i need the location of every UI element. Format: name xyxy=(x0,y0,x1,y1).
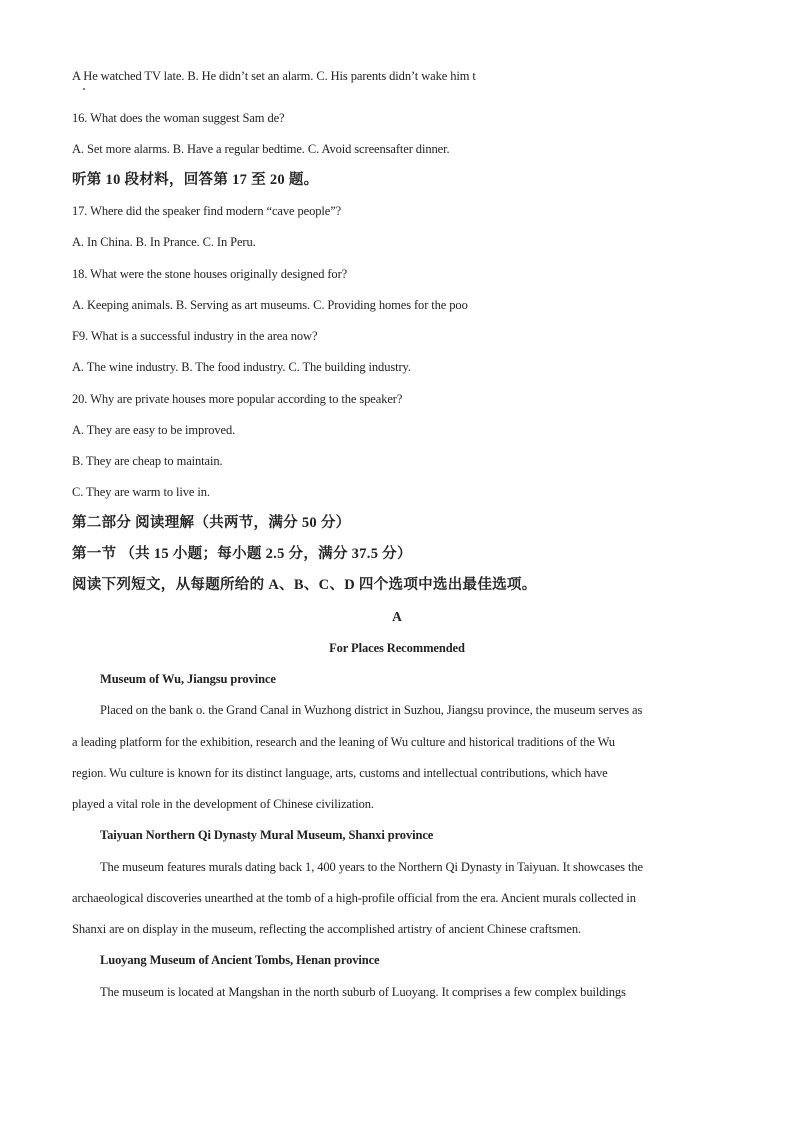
q17-question: 17. Where did the speaker find modern “cave people”? xyxy=(72,204,342,218)
q15-options: A He watched TV late. B. He didn’t set an alarm. C. His parents didn’t wake him t xyxy=(72,69,476,83)
passage-letter: A xyxy=(392,609,402,624)
passage-title: For Places Recommended xyxy=(329,641,465,655)
reading-section-header: 第一节 （共 15 小题；每小题 2.5 分，满分 37.5 分） xyxy=(72,546,412,562)
paragraph-line: archaeological discoveries unearthed at the tomb of a high-profile official from the era. Ancient murals collected in xyxy=(72,891,636,905)
section10-header: 听第 10 段材料，回答第 17 至 20 题。 xyxy=(72,172,319,188)
paragraph-line: The museum features murals dating back 1, 400 years to the Northern Qi Dynasty in Taiyuan. It showcases the xyxy=(100,860,643,874)
stray-mark xyxy=(83,88,85,90)
reading-instruction: 阅读下列短文，从每题所给的 A、B、C、D 四个选项中选出最佳选项。 xyxy=(72,577,537,593)
q16-question: 16. What does the woman suggest Sam de? xyxy=(72,111,285,125)
q18-options: A. Keeping animals. B. Serving as art museums. C. Providing homes for the poo xyxy=(72,298,468,312)
paragraph-line: Shanxi are on display in the museum, reflecting the accomplished artistry of ancient Chinese craftsmen. xyxy=(72,922,581,936)
paragraph-line: a leading platform for the exhibition, research and the leaning of Wu culture and historical traditions of the Wu xyxy=(72,735,615,749)
museum-heading-taiyuan: Taiyuan Northern Qi Dynasty Mural Museum, Shanxi province xyxy=(100,828,434,842)
q18-question: 18. What were the stone houses originally designed for? xyxy=(72,267,348,281)
q17-options: A. In China. B. In Prance. C. In Peru. xyxy=(72,235,256,249)
q19-question: F9. What is a successful industry in the area now? xyxy=(72,329,318,343)
q20-question: 20. Why are private houses more popular according to the speaker? xyxy=(72,392,403,406)
q16-options: A. Set more alarms. B. Have a regular bedtime. C. Avoid screensafter dinner. xyxy=(72,142,450,156)
q20-option-b: B. They are cheap to maintain. xyxy=(72,454,223,468)
paragraph-line: The museum is located at Mangshan in the north suburb of Luoyang. It comprises a few complex buildings xyxy=(100,985,626,999)
paragraph-line: played a vital role in the development of Chinese civilization. xyxy=(72,797,374,811)
paragraph-line: region. Wu culture is known for its distinct language, arts, customs and intellectual contributions, which have xyxy=(72,766,608,780)
paragraph-line: Placed on the bank o. the Grand Canal in Wuzhong district in Suzhou, Jiangsu province, the museum serves as xyxy=(100,703,643,717)
museum-heading-luoyang: Luoyang Museum of Ancient Tombs, Henan province xyxy=(100,953,380,967)
q20-option-c: C. They are warm to live in. xyxy=(72,485,210,499)
museum-heading-wu: Museum of Wu, Jiangsu province xyxy=(100,672,276,686)
q19-options: A. The wine industry. B. The food industry. C. The building industry. xyxy=(72,360,411,374)
q20-option-a: A. They are easy to be improved. xyxy=(72,423,236,437)
reading-part-header: 第二部分 阅读理解（共两节，满分 50 分） xyxy=(72,515,351,531)
